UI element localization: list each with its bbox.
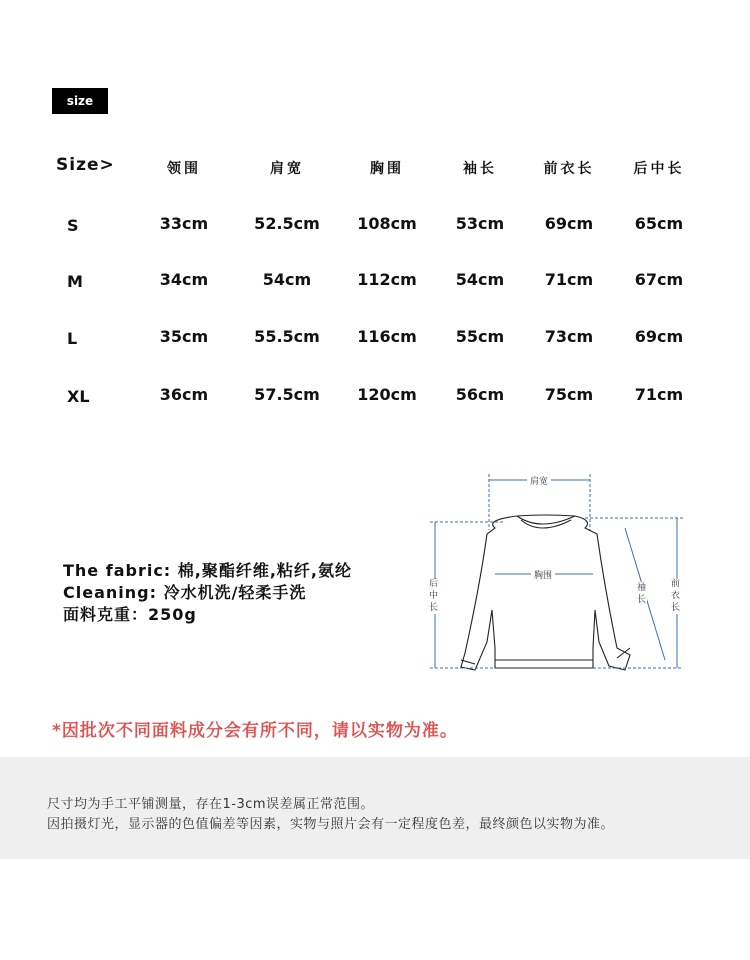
- table-cell: 67cm: [634, 270, 684, 289]
- size-header: Size>: [56, 155, 115, 175]
- row-size-label: M: [67, 272, 83, 291]
- table-cell: 56cm: [455, 385, 505, 404]
- label-back-length: 后中长: [429, 579, 439, 613]
- table-cell: 71cm: [634, 385, 684, 404]
- disclaimer-line-1: 尺寸均为手工平铺测量，存在1-3cm误差属正常范围。: [47, 797, 375, 812]
- table-cell: 120cm: [357, 385, 417, 404]
- fabric-line: The fabric: 棉,聚酯纤维,粘纤,氨纶: [63, 561, 353, 580]
- column-header: 肩宽: [270, 161, 304, 177]
- sweatshirt-diagram: [425, 470, 690, 685]
- table-cell: 73cm: [544, 327, 594, 346]
- label-sleeve: 袖长: [637, 583, 647, 605]
- column-header: 后中长: [633, 161, 685, 177]
- table-cell: 35cm: [159, 327, 209, 346]
- label-chest: 胸围: [531, 568, 555, 581]
- sweatshirt-svg: [425, 470, 690, 685]
- weight-line: 面料克重：250g: [63, 605, 197, 624]
- size-tag: size: [52, 88, 108, 114]
- table-cell: 54cm: [262, 270, 312, 289]
- table-cell: 33cm: [159, 214, 209, 233]
- sweatshirt-outline: [461, 515, 630, 670]
- column-header: 袖长: [463, 161, 497, 177]
- table-cell: 69cm: [634, 327, 684, 346]
- table-cell: 55.5cm: [254, 327, 320, 346]
- table-cell: 57.5cm: [254, 385, 320, 404]
- disclaimer-band: [0, 757, 750, 859]
- fabric-info: [63, 560, 352, 626]
- table-cell: 75cm: [544, 385, 594, 404]
- disclaimer-line-2: 因拍摄灯光，显示器的色值偏差等因素，实物与照片会有一定程度色差，最终颜色以实物为准。: [47, 817, 615, 832]
- table-cell: 52.5cm: [254, 214, 320, 233]
- table-cell: 54cm: [455, 270, 505, 289]
- column-header: 胸围: [370, 161, 404, 177]
- table-cell: 65cm: [634, 214, 684, 233]
- table-cell: 36cm: [159, 385, 209, 404]
- table-cell: 55cm: [455, 327, 505, 346]
- table-cell: 71cm: [544, 270, 594, 289]
- table-cell: 108cm: [357, 214, 417, 233]
- table-cell: 112cm: [357, 270, 417, 289]
- label-front-length: 前衣长: [671, 579, 681, 613]
- table-cell: 34cm: [159, 270, 209, 289]
- row-size-label: XL: [67, 387, 90, 406]
- row-size-label: L: [67, 329, 78, 348]
- column-header: 前衣长: [543, 161, 595, 177]
- table-cell: 69cm: [544, 214, 594, 233]
- table-cell: 53cm: [455, 214, 505, 233]
- batch-notice: *因批次不同面料成分会有所不同，请以实物为准。: [52, 721, 458, 741]
- cleaning-line: Cleaning: 冷水机洗/轻柔手洗: [63, 583, 307, 602]
- table-cell: 116cm: [357, 327, 417, 346]
- column-header: 领围: [167, 161, 201, 177]
- row-size-label: S: [67, 216, 79, 235]
- label-shoulder: 肩宽: [527, 474, 551, 487]
